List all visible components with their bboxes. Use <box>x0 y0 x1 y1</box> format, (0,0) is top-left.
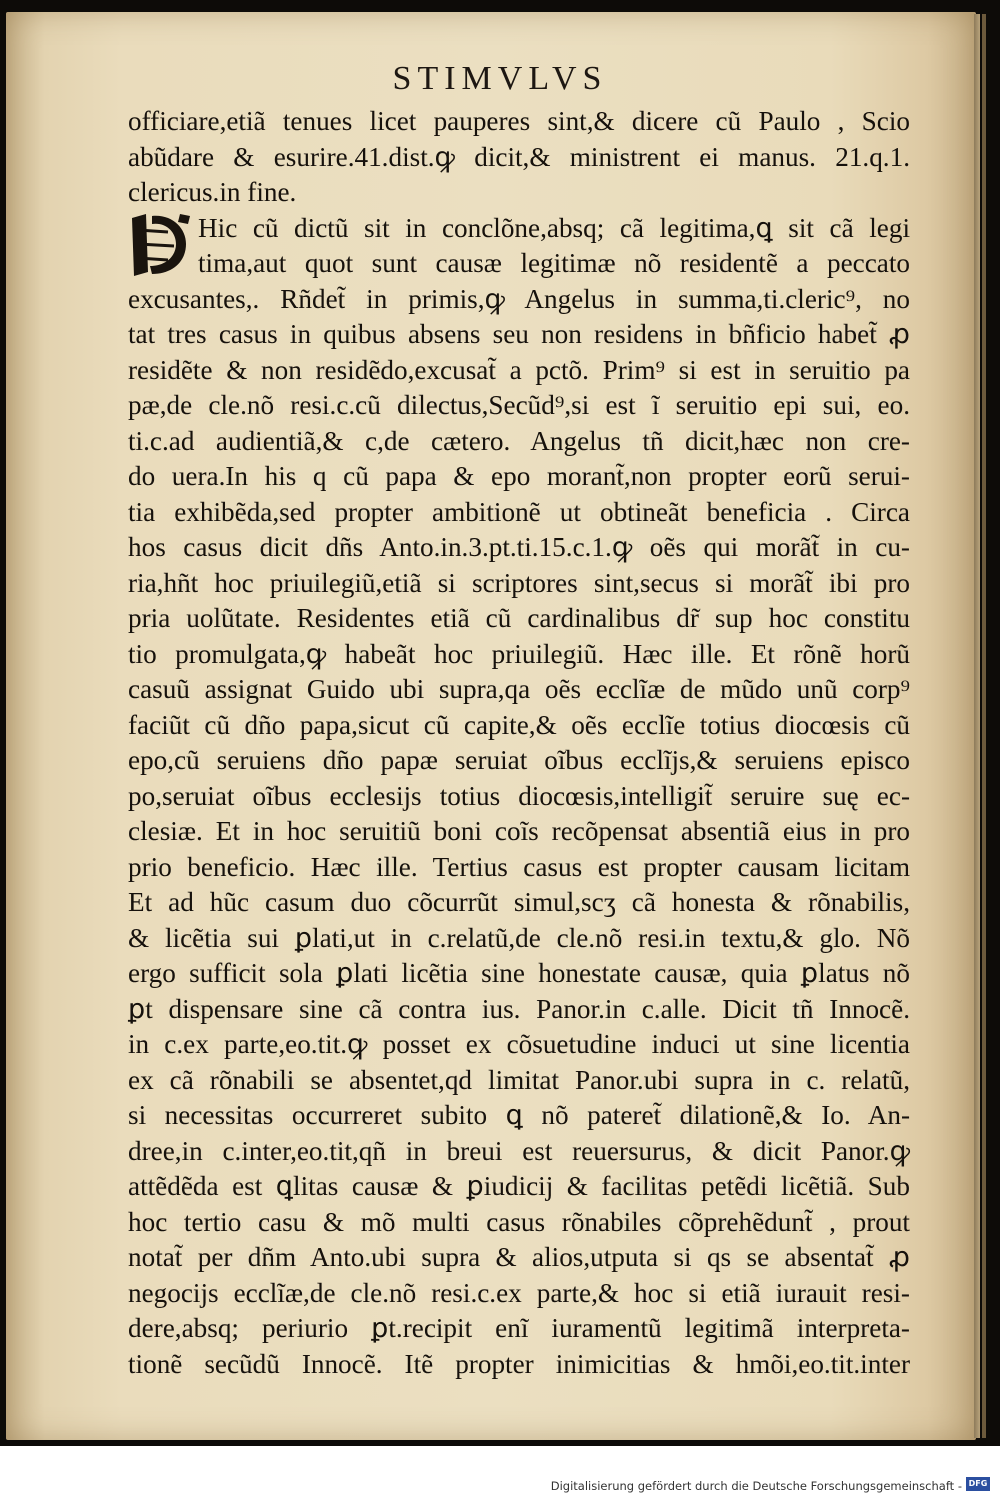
text-line: & licẽtia sui ꝑlati,ut in c.relatũ,de cle.nõ resi.in textu,& glo. Nõ <box>128 922 910 953</box>
text-line: pria uolũtate. Residentes etiã cũ cardinalibus dr̃ sup hoc constitu <box>128 603 910 633</box>
running-header: STIMVLVS <box>392 60 608 97</box>
text-line: tia exhibẽda,sed propter ambitionẽ ut obtineãt beneficia . Circa <box>128 496 910 527</box>
text-line: hoc tertio casu & mõ multi casus rõnabiles cõprehẽdunt̃ , prout <box>128 1206 910 1237</box>
text-line: dere,absq; periurio ꝑt.recipit enĩ iuramentũ legitimã interpreta- <box>128 1313 910 1343</box>
text-line: pæ,de cle.nõ resi.c.cũ dilectus,Secũd⁹,si est ĩ seruitio epi sui, eo. <box>128 390 910 420</box>
text-line: notat̃ per dñm Anto.ubi supra & alios,utputa si qs se absentat̃ ꝓ <box>128 1242 910 1272</box>
text-line: epo,cũ seruiens dño papæ seruiat oĩbus ecclĩjs,& seruiens episco <box>128 745 910 775</box>
text-line: ꝑt dispensare sine cã contra ius. Panor.in c.alle. Dicit tñ Innocẽ. <box>128 993 910 1024</box>
body-text <box>128 104 910 1382</box>
text-line: attẽdẽda est ꝗlitas causæ & ꝑiudicij & facilitas petẽdi licẽtiã. Sub <box>128 1171 910 1201</box>
text-line: tionẽ secũdũ Innocẽ. Itẽ propter inimicitias & hmõi,eo.tit.inter <box>128 1348 910 1379</box>
text-line: abũdare & esurire.41.dist.ꝙ dicit,& ministrent ei manus. 21.q.1. <box>128 141 910 172</box>
text-line: tat tres casus in quibus absens seu non residens in bñficio habet̃ ꝓ <box>128 319 910 349</box>
text-line: ti.c.ad audientiã,& c,de cætero. Angelus tñ dicit,hæc non cre- <box>128 425 910 456</box>
text-line: clesiæ. Et in hoc seruitiũ boni coĩs recõpensat absentiã eius in pro <box>128 816 910 846</box>
text-line: ergo sufficit sola ꝑlati licẽtia sine honestate causæ, quia ꝑlatus nõ <box>128 958 910 988</box>
text-line: in c.ex parte,eo.tit.ꝙ posset ex cõsuetudine induci ut sine licentia <box>128 1029 910 1059</box>
text-line: hos casus dicit dñs Anto.in.3.pt.ti.15.c.1.ꝙ oẽs qui morãt̃ in cu- <box>128 532 910 562</box>
dfg-logo: DFG <box>966 1477 990 1491</box>
text-line: negocijs ecclĩæ,de cle.nõ resi.c.ex parte,& hoc si etiã iurauit resi- <box>128 1277 910 1308</box>
text-line: faciũt cũ dño papa,sicut cũ capite,& oẽs ecclĩe totius diocœsis cũ <box>128 709 910 740</box>
text-line: ex cã rõnabili se absentet,qd limitat Panor.ubi supra in c. relatũ, <box>128 1064 910 1095</box>
text-line: tima,aut quot sunt causæ legitimæ nõ residentẽ a peccato <box>198 248 910 278</box>
text-line: officiare,etiã tenues licet pauperes sint,& dicere cũ Paulo , Scio <box>128 106 910 136</box>
text-line: do uera.In his q cũ papa & epo morant̃,non propter eorũ serui- <box>128 461 910 491</box>
text-line: casuũ assignat Guido ubi supra,qa oẽs ecclĩæ de mũdo unũ corp⁹ <box>128 674 910 704</box>
text-line: po,seruiat oĩbus ecclesijs totius diocœsis,intelligit̃ seruire suę ec- <box>128 780 910 811</box>
text-line: tio promulgata,ꝙ habeãt hoc priuilegiũ. Hæc ille. Et rõnẽ horũ <box>128 638 910 669</box>
text-line: dree,in c.inter,eo.tit,qñ in breui est reuersurus, & dicit Panor.ꝙ <box>128 1135 910 1166</box>
text-line: clericus.in fine. <box>128 177 297 207</box>
text-line: Hic cũ dictũ sit in conclõne,absq; cã legitima,ꝗ sit cã legi <box>198 212 910 243</box>
text-line: excusantes,. Rñdet̃ in primis,ꝙ Angelus in summa,ti.cleric⁹, no <box>128 283 910 314</box>
text-line: si necessitas occurreret subito ꝗ nõ pateret̃ dilationẽ,& Io. An- <box>128 1100 910 1130</box>
footer-credit: Digitalisierung gefördert durch die Deutsche Forschungsgemeinschaft - <box>550 1479 962 1493</box>
page-edge <box>974 14 980 1438</box>
text-line: Et ad hũc casum duo cõcurrũt simul,scʒ cã honesta & rõnabilis, <box>128 887 910 917</box>
text-line: residẽte & non residẽdo,excusat̃ a pctõ. Prim⁹ si est in seruitio pa <box>128 354 910 385</box>
page-edge-shadow <box>982 14 986 1438</box>
text-line: prio beneficio. Hæc ille. Tertius casus est propter causam licitam <box>128 851 910 882</box>
text-line: ria,hñt hoc priuilegiũ,etiã si scriptores sint,secus si morãt̃ ibi pro <box>128 567 910 598</box>
